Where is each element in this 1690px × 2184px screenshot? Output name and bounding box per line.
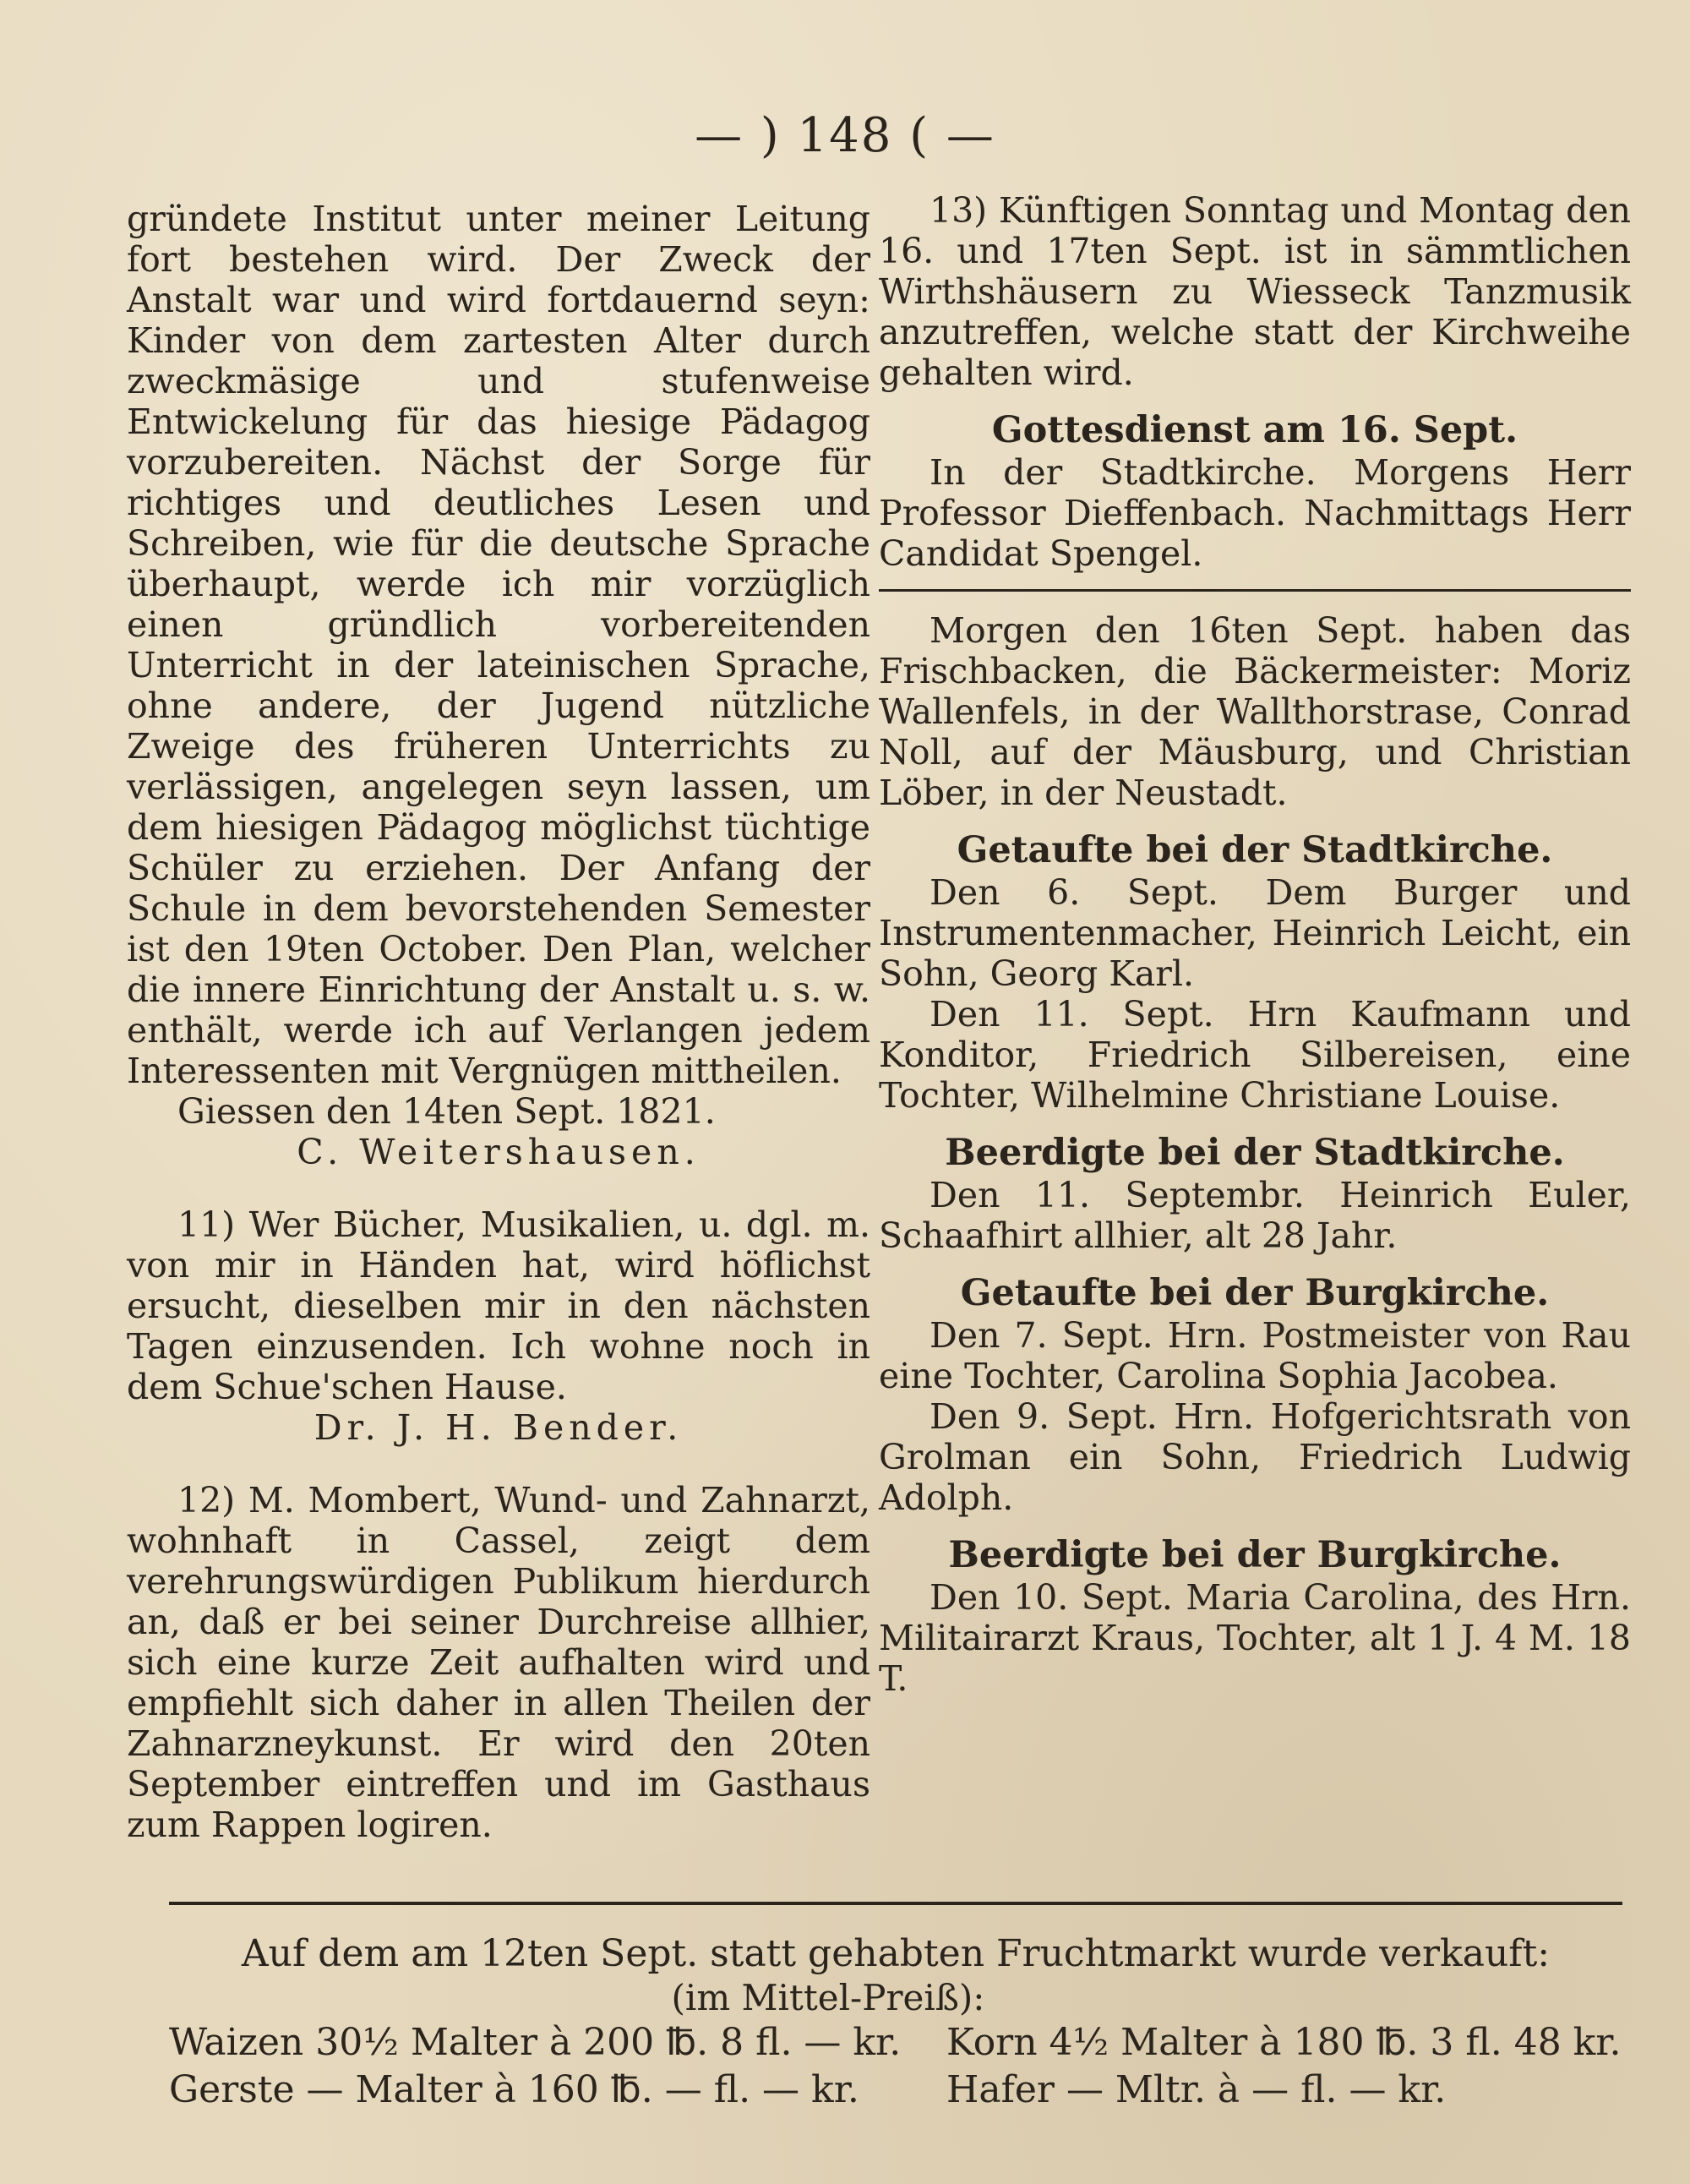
- notice-12-text: 12) M. Mombert, Wund- und Zahnarzt, wohnhaft in Cassel, zeigt dem verehrungswürdigen Publikum hierdurch an, daß er bei seiner Durchreise allhier, sich eine kurze Zeit aufhalten wird und empfiehlt sich daher in allen Theilen der Zahnarzneykunst. Er wird den 20ten September eintreffen und im Gasthaus zum Rappen logiren.: [127, 1480, 870, 1845]
- market-price-row-1: [169, 2019, 1622, 2067]
- service-heading: Gottesdienst am 16. Sept.: [991, 409, 1518, 451]
- buried-city-heading: Beerdigte bei der Stadtkirche.: [945, 1132, 1565, 1174]
- right-column: [879, 190, 1631, 1699]
- baptized-castle-heading: Getaufte bei der Burgkirche.: [960, 1272, 1550, 1314]
- notice-13-text: 13) Künftigen Sonntag und Montag den 16. und 17ten Sept. ist in sämmtlichen Wirthshäusern zu Wiesseck Tanzmusik anzutreffen, welche statt der Kirchweihe gehalten wird.: [879, 190, 1631, 393]
- bakers-text: Morgen den 16ten Sept. haben das Frischbacken, die Bäckermeister: Moriz Wallenfels, in der Wallthorstrase, Conrad Noll, auf der Mäusburg, und Christian Löber, in der Neustadt.: [879, 610, 1631, 813]
- notice-11-signature: Dr. J. H. Bender.: [313, 1407, 684, 1448]
- notice-10-place-date: Giessen den 14ten Sept. 1821.: [177, 1091, 716, 1132]
- baptized-city-heading: Getaufte bei der Stadtkirche.: [957, 829, 1553, 871]
- buried-castle-heading: Beerdigte bei der Burgkirche.: [948, 1534, 1562, 1576]
- notice-11-text: 11) Wer Bücher, Musikalien, u. dgl. m. von mir in Händen hat, wird höflichst ersucht, dieselben mir in den nächsten Tagen einzusenden. Ich wohne noch in dem Schue'schen Hause.: [127, 1204, 870, 1407]
- notice-10-text: gründete Institut unter meiner Leitung fort bestehen wird. Der Zweck der Anstalt war und wird fortdauernd seyn: Kinder von dem zartesten Alter durch zweckmäsige und stufenweise Entwickelung für das hiesige Pädagog vorzubereiten. Nächst der Sorge für richtiges und deutliches Lesen und Schreiben, wie für die deutsche Sprache überhaupt, werde ich mir vorzüglich einen gründlich vorbereitenden Unterricht in der lateinischen Sprache, ohne andere, der Jugend nützliche Zweige des früheren Unterrichts zu verlässigen, angelegen seyn lassen, um dem hiesigen Pädagog möglichst tüchtige Schüler zu erziehen. Der Anfang der Schule in dem bevorstehenden Semester ist den 19ten October. Den Plan, welcher die innere Einrichtung der Anstalt u. s. w. enthält, werde ich auf Verlangen jedem Interessenten mit Vergnügen mittheilen.: [127, 199, 870, 1091]
- buried-castle-entry-1: Den 10. Sept. Maria Carolina, des Hrn. Militairarzt Kraus, Tochter, alt 1 J. 4 M. 18 T.: [879, 1577, 1631, 1699]
- market-price-row-2: [169, 2067, 1622, 2114]
- market-subtitle: (im Mittel-Preiß):: [671, 1977, 985, 2018]
- price-barley: Gerste — Malter à 160 ℔. — fl. — kr.: [169, 2068, 859, 2111]
- price-rye: Korn 4½ Malter à 180 ℔. 3 fl. 48 kr.: [946, 2021, 1622, 2064]
- baptized-city-entry-2: Den 11. Sept. Hrn Kaufmann und Konditor, Friedrich Silbereisen, eine Tochter, Wilhelmine Christiane Louise.: [879, 994, 1631, 1116]
- price-oats: Hafer — Mltr. à — fl. — kr.: [946, 2068, 1447, 2111]
- page-number-header: — ) 148 ( —: [695, 108, 995, 163]
- notice-10-signature: C. Weitershausen.: [297, 1132, 701, 1172]
- price-wheat: Waizen 30½ Malter à 200 ℔. 8 fl. — kr.: [169, 2021, 902, 2064]
- baptized-castle-entry-2: Den 9. Sept. Hrn. Hofgerichtsrath von Grolman ein Sohn, Friedrich Ludwig Adolph.: [879, 1396, 1631, 1518]
- baptized-city-entry-1: Den 6. Sept. Dem Burger und Instrumentenmacher, Heinrich Leicht, ein Sohn, Georg Karl.: [879, 872, 1631, 994]
- market-divider: [169, 1902, 1622, 1905]
- market-title: Auf dem am 12ten Sept. statt gehabten Fruchtmarkt wurde verkauft:: [241, 1932, 1551, 1975]
- buried-city-entry-1: Den 11. Septembr. Heinrich Euler, Schaafhirt allhier, alt 28 Jahr.: [879, 1175, 1631, 1256]
- left-column: [127, 199, 870, 1845]
- fruit-market-section: [169, 1931, 1622, 2114]
- baptized-castle-entry-1: Den 7. Sept. Hrn. Postmeister von Rau eine Tochter, Carolina Sophia Jacobea.: [879, 1315, 1631, 1396]
- service-text: In der Stadtkirche. Morgens Herr Professor Dieffenbach. Nachmittags Herr Candidat Spengel.: [879, 452, 1631, 574]
- section-divider: [879, 589, 1631, 592]
